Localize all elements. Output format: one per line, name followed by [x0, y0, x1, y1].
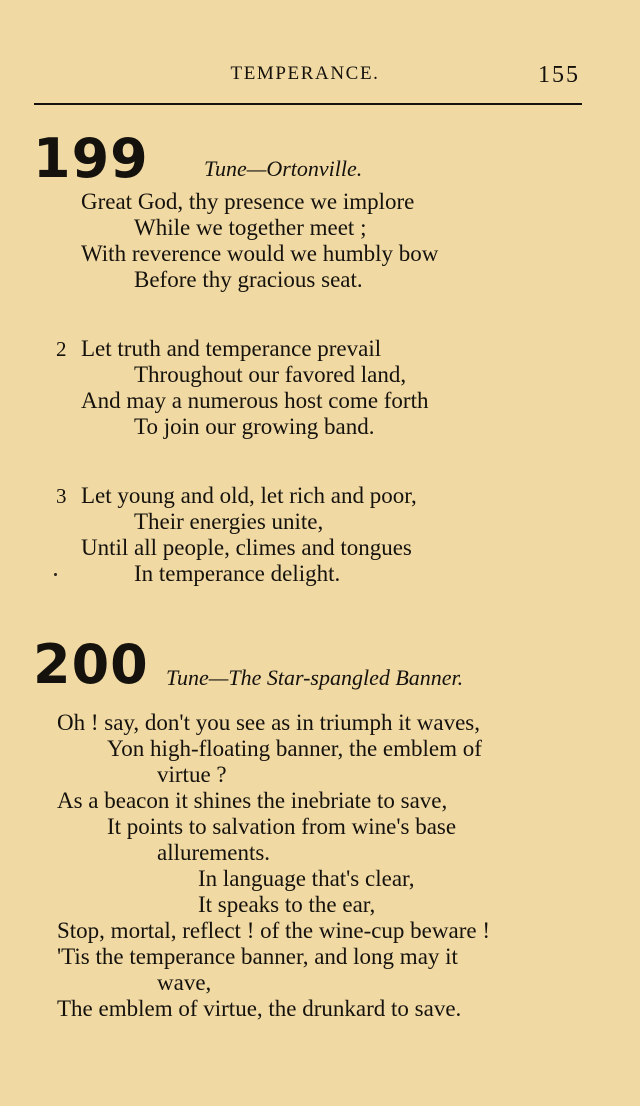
verse-line: The emblem of virtue, the drunkard to save. — [57, 996, 462, 1021]
verse-number: 2 — [56, 337, 67, 361]
hymn-number: 199 — [33, 127, 149, 190]
running-header-title: TEMPERANCE. — [230, 63, 380, 84]
verse-line: It points to salvation from wine's base — [107, 814, 457, 839]
header-rule — [34, 103, 582, 105]
tune-name: Tune—Ortonville. — [204, 156, 363, 181]
ink-speck — [54, 573, 57, 576]
verse-line: Great God, thy presence we implore — [81, 189, 415, 214]
verse-line: Throughout our favored land, — [134, 362, 407, 387]
verse-line: allurements. — [157, 840, 271, 865]
verse-line: Yon high-floating banner, the emblem of — [107, 736, 482, 761]
verse-line: And may a numerous host come forth — [81, 388, 429, 413]
verse-line: virtue ? — [157, 762, 227, 787]
verse-line: In language that's clear, — [198, 866, 415, 891]
verse-line: In temperance delight. — [134, 561, 341, 586]
verse-line: Until all people, climes and tongues — [81, 535, 412, 560]
verse-line: Before thy gracious seat. — [134, 267, 363, 292]
verse-line: With reverence would we humbly bow — [81, 241, 439, 266]
verse-line: Stop, mortal, reflect ! of the wine-cup beware ! — [57, 918, 490, 943]
verse-line: wave, — [157, 970, 212, 995]
verse-line: As a beacon it shines the inebriate to save, — [57, 788, 448, 813]
verse-line: While we together meet ; — [134, 215, 367, 240]
verse-line: Their energies unite, — [134, 509, 324, 534]
page-number: 155 — [538, 62, 580, 88]
verse-line: Let young and old, let rich and poor, — [81, 483, 417, 508]
verse-line: Oh ! say, don't you see as in triumph it waves, — [57, 710, 480, 735]
verse-line: 'Tis the temperance banner, and long may it — [57, 944, 458, 969]
verse-line: To join our growing band. — [134, 414, 375, 439]
verse-line: It speaks to the ear, — [198, 892, 376, 917]
hymn-number: 200 — [33, 633, 149, 696]
tune-name: Tune—The Star-spangled Banner. — [166, 665, 464, 690]
verse-line: Let truth and temperance prevail — [81, 336, 382, 361]
verse-number: 3 — [56, 484, 67, 508]
